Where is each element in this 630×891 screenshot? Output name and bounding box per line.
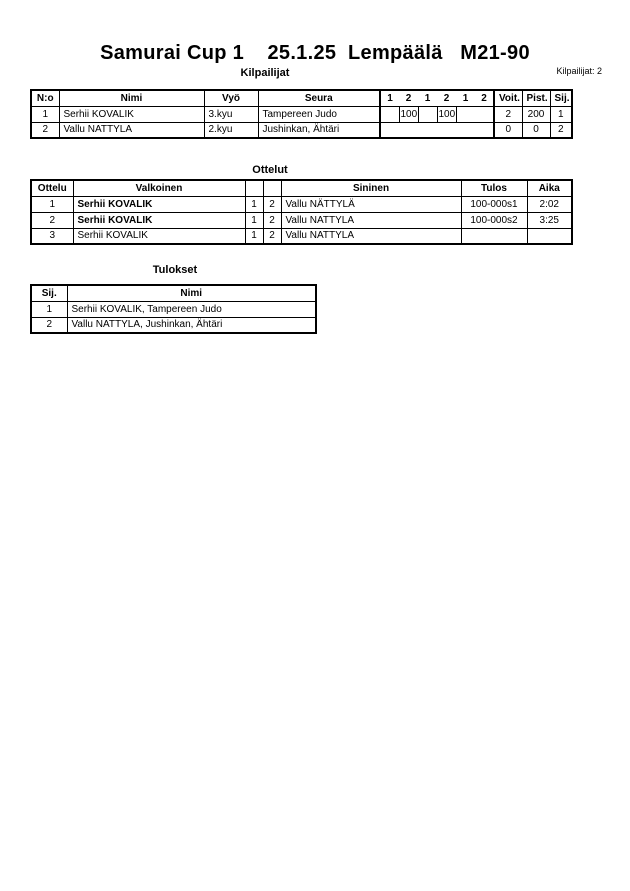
- results-table: [30, 284, 317, 334]
- cell-score: [456, 122, 475, 138]
- cell-nimi: Vallu NATTYLA, Jushinkan, Ähtäri: [67, 317, 316, 333]
- cell-score: [475, 122, 494, 138]
- cell-score: [380, 122, 399, 138]
- cell-score: [399, 122, 418, 138]
- cell-nimi: Serhii KOVALIK, Tampereen Judo: [67, 301, 316, 317]
- col-header-nimi: Nimi: [67, 285, 316, 301]
- col-header-sij: Sij.: [31, 285, 67, 301]
- cell-valkoinen: Serhii KOVALIK: [73, 196, 245, 212]
- cell-sij: 2: [31, 317, 67, 333]
- match-row: [31, 228, 572, 244]
- cell-sininen: Vallu NÄTTYLÄ: [281, 196, 461, 212]
- col-header-match1-p2: 2: [399, 90, 418, 106]
- cell-score: [380, 106, 399, 122]
- cell-aika: 3:25: [527, 212, 572, 228]
- col-header-match3-p2: 2: [475, 90, 494, 106]
- col-header-match2-p1: 1: [418, 90, 437, 106]
- cell-ottelu: 3: [31, 228, 73, 244]
- cell-score: [475, 106, 494, 122]
- competitors-table: [30, 89, 573, 139]
- cell-pist: 0: [522, 122, 550, 138]
- cell-sininen: Vallu NATTYLA: [281, 212, 461, 228]
- col-header-no: N:o: [31, 90, 59, 106]
- result-row: [31, 317, 316, 333]
- col-header-sij: Sij.: [550, 90, 572, 106]
- cell-sininen: Vallu NATTYLA: [281, 228, 461, 244]
- col-header-voit: Voit.: [494, 90, 522, 106]
- cell-aika: [527, 228, 572, 244]
- cell-no: 2: [31, 122, 59, 138]
- cell-nimi: Vallu NATTYLA: [59, 122, 204, 138]
- cell-c2: 2: [263, 228, 281, 244]
- cell-score: [456, 106, 475, 122]
- col-header-pist: Pist.: [522, 90, 550, 106]
- col-header-match1-p1: 1: [380, 90, 399, 106]
- results-header-row: [31, 285, 316, 301]
- cell-score: 100: [437, 106, 456, 122]
- cell-tulos: 100-000s1: [461, 196, 527, 212]
- col-header-sininen: Sininen: [281, 180, 461, 196]
- match-row: [31, 212, 572, 228]
- col-header-ottelu: Ottelu: [31, 180, 73, 196]
- cell-score: [437, 122, 456, 138]
- cell-aika: 2:02: [527, 196, 572, 212]
- cell-no: 1: [31, 106, 59, 122]
- col-header-c2: [263, 180, 281, 196]
- cell-c2: 2: [263, 212, 281, 228]
- cell-tulos: 100-000s2: [461, 212, 527, 228]
- competitors-count-label: Kilpailijat: 2: [556, 66, 602, 76]
- matches-header-row: [31, 180, 572, 196]
- col-header-nimi: Nimi: [59, 90, 204, 106]
- cell-seura: Tampereen Judo: [258, 106, 380, 122]
- cell-score: [418, 122, 437, 138]
- result-row: [31, 301, 316, 317]
- cell-vyo: 2.kyu: [204, 122, 258, 138]
- col-header-match3-p1: 1: [456, 90, 475, 106]
- cell-score: [418, 106, 437, 122]
- cell-valkoinen: Serhii KOVALIK: [73, 212, 245, 228]
- matches-table: [30, 179, 573, 245]
- cell-sij: 2: [550, 122, 572, 138]
- competitors-header-row: [31, 90, 572, 106]
- cell-c1: 1: [245, 196, 263, 212]
- cell-c1: 1: [245, 212, 263, 228]
- col-header-seura: Seura: [258, 90, 380, 106]
- match-row: [31, 196, 572, 212]
- col-header-aika: Aika: [527, 180, 572, 196]
- page-title: Samurai Cup 1 25.1.25 Lempäälä M21-90: [100, 42, 530, 64]
- cell-vyo: 3.kyu: [204, 106, 258, 122]
- cell-ottelu: 1: [31, 196, 73, 212]
- cell-c2: 2: [263, 196, 281, 212]
- cell-pist: 200: [522, 106, 550, 122]
- competitor-row: [31, 122, 572, 138]
- cell-sij: 1: [550, 106, 572, 122]
- cell-voit: 2: [494, 106, 522, 122]
- cell-voit: 0: [494, 122, 522, 138]
- cell-valkoinen: Serhii KOVALIK: [73, 228, 245, 244]
- competitors-heading: Kilpailijat: [240, 67, 290, 79]
- col-header-match2-p2: 2: [437, 90, 456, 106]
- col-header-c1: [245, 180, 263, 196]
- competitor-row: [31, 106, 572, 122]
- cell-score: 100: [399, 106, 418, 122]
- col-header-tulos: Tulos: [461, 180, 527, 196]
- cell-tulos: [461, 228, 527, 244]
- cell-sij: 1: [31, 301, 67, 317]
- cell-c1: 1: [245, 228, 263, 244]
- col-header-valkoinen: Valkoinen: [73, 180, 245, 196]
- cell-nimi: Serhii KOVALIK: [59, 106, 204, 122]
- cell-ottelu: 2: [31, 212, 73, 228]
- matches-heading: Ottelut: [252, 164, 288, 176]
- results-heading: Tulokset: [152, 264, 198, 276]
- cell-seura: Jushinkan, Ähtäri: [258, 122, 380, 138]
- col-header-vyo: Vyö: [204, 90, 258, 106]
